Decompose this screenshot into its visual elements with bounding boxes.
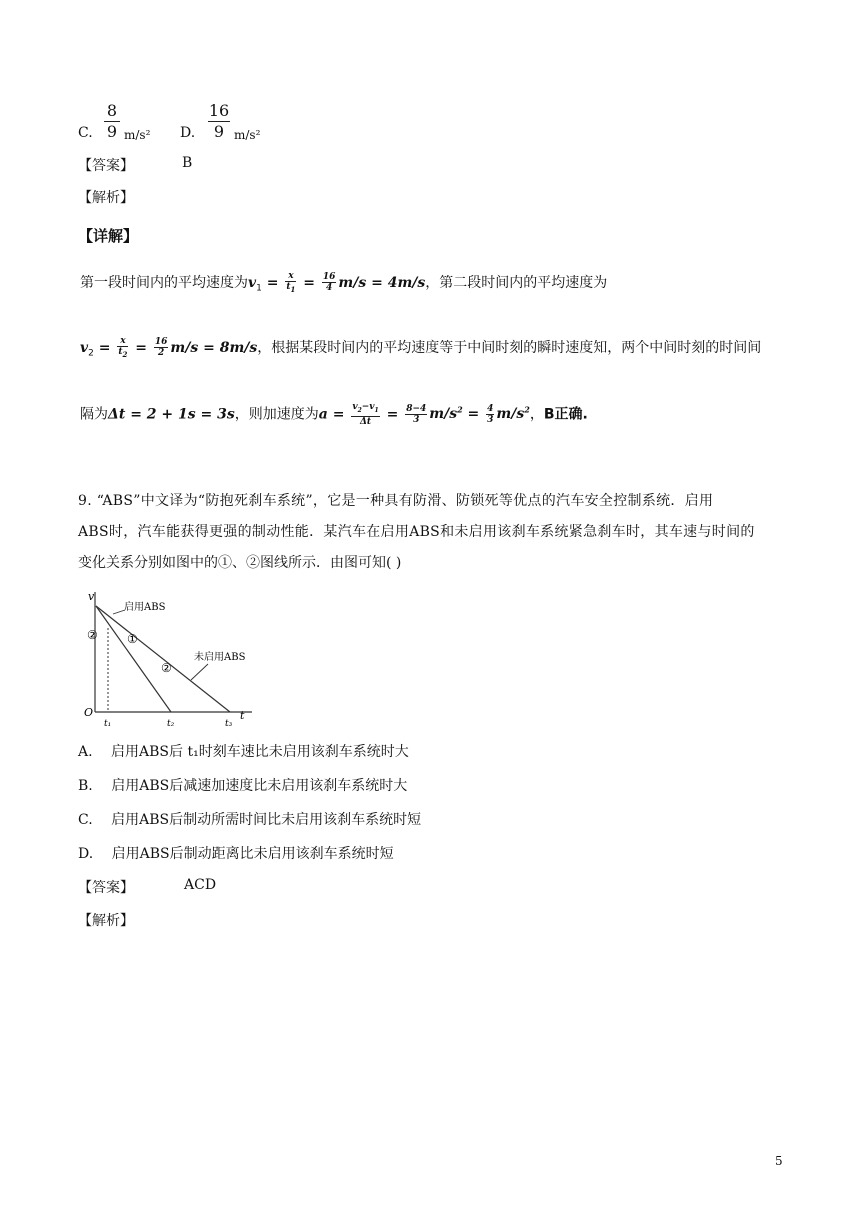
q8-answer-value: B (182, 155, 193, 171)
tick-t1: t₁ (104, 719, 112, 729)
q8-detail-label: 【详解】 (78, 227, 139, 245)
curve-abs-on (96, 606, 171, 712)
solution-line-2-text: 根据某段时间内的平均速度等于中间时刻的瞬时速度知，两个中间时刻的时间间 (271, 339, 762, 356)
q9-stem-line-3: 变化关系分别如图中的①、②图线所示．由图可知( ) (78, 555, 402, 571)
q9-option-d[interactable] (78, 843, 394, 863)
option-c-unit: m/s² (124, 128, 151, 142)
q9-option-d-letter: D. (78, 846, 94, 862)
origin-label: O (84, 706, 94, 719)
solution-line-3-text-c: B正确. (543, 406, 588, 423)
solution-line-1-text-b: 第二段时间内的平均速度为 (439, 274, 608, 291)
option-d-denominator: 9 (213, 122, 225, 141)
q9-answer-value: ACD (184, 877, 217, 893)
label-abs-off: 未启用ABS (194, 652, 246, 663)
option-c-denominator: 9 (106, 122, 118, 141)
page-number: 5 (775, 1154, 783, 1168)
solution-line-3: 隔为Δt = 2 + 1s = 3s，则加速度为a = $\frac{v_2-v_1}{\Delta t}$ = $\frac{8-4}{3}$ $m/s^2$ = $\frac{4}{3}$ $m/s^2$，B正确. (80, 402, 588, 427)
abs-off-pointer (191, 664, 208, 680)
option-c-fraction (104, 102, 120, 141)
solution-line-3-text-b: 则加速度为 (248, 406, 319, 423)
vt-graph (70, 586, 260, 730)
solution-line-3-text-a: 隔为 (80, 406, 108, 423)
option-c-numerator: 8 (106, 101, 118, 120)
q9-option-b-letter: B. (78, 778, 93, 794)
mark-curve-2-origin: ② (87, 628, 98, 642)
q8-analysis-label: 【解析】 (78, 190, 134, 206)
option-d-unit: m/s² (234, 128, 261, 142)
option-d-letter: D. (180, 125, 196, 141)
q8-answer-label: 【答案】 (78, 158, 134, 174)
q9-option-c-letter: C. (78, 812, 93, 828)
y-axis-label: v (88, 590, 95, 603)
solution-line-2: $v_2$ = $\frac{x}{t_2}$ = $\frac{16}{2}$ m/s = 8m/s，根据某段时间内的平均速度等于中间时刻的瞬时速度知，两个中间时刻的时间间 (80, 336, 762, 359)
q9-stem-line-1: 9. “ABS”中文译为“防抱死刹车系统”，它是一种具有防滑、防锁死等优点的汽车安全控制系统．启用 (78, 493, 714, 509)
q9-option-c[interactable] (78, 809, 421, 829)
solution-line-1: 第一段时间内的平均速度为$v_1$ = $\frac{x}{t_1}$ = $\frac{16}{4}$ m/s = 4m/s，第二段时间内的平均速度为 (80, 271, 608, 294)
tick-t3: t₃ (225, 719, 233, 729)
q9-answer-label: 【答案】 (78, 880, 134, 896)
q9-option-c-text: 启用ABS后制动所需时间比未启用该刹车系统时短 (111, 812, 422, 828)
q9-option-b-text: 启用ABS后减速加速度比未启用该刹车系统时大 (111, 778, 408, 794)
mark-curve-1: ① (127, 632, 138, 646)
tick-t2: t₂ (167, 719, 175, 729)
option-c-letter: C. (78, 125, 93, 141)
solution-line-1-text-a: 第一段时间内的平均速度为 (80, 274, 248, 291)
q9-analysis-label: 【解析】 (78, 913, 134, 929)
q9-option-a[interactable] (78, 741, 409, 761)
q9-stem-line-2: ABS时，汽车能获得更强的制动性能．某汽车在启用ABS和未启用该刹车系统紧急刹车时，其车速与时间的 (78, 524, 755, 540)
q9-option-b[interactable] (78, 775, 407, 795)
q9-option-a-letter: A. (78, 744, 93, 760)
mark-curve-2: ② (161, 661, 172, 675)
x-axis-label: t (240, 709, 245, 722)
option-d-fraction (208, 102, 230, 141)
q9-option-a-text: 启用ABS后 t₁时刻车速比未启用该刹车系统时大 (111, 744, 409, 760)
label-abs-on: 启用ABS (124, 602, 166, 613)
q9-option-d-text: 启用ABS后制动距离比未启用该刹车系统时短 (111, 846, 394, 862)
option-d-numerator: 16 (208, 101, 230, 120)
